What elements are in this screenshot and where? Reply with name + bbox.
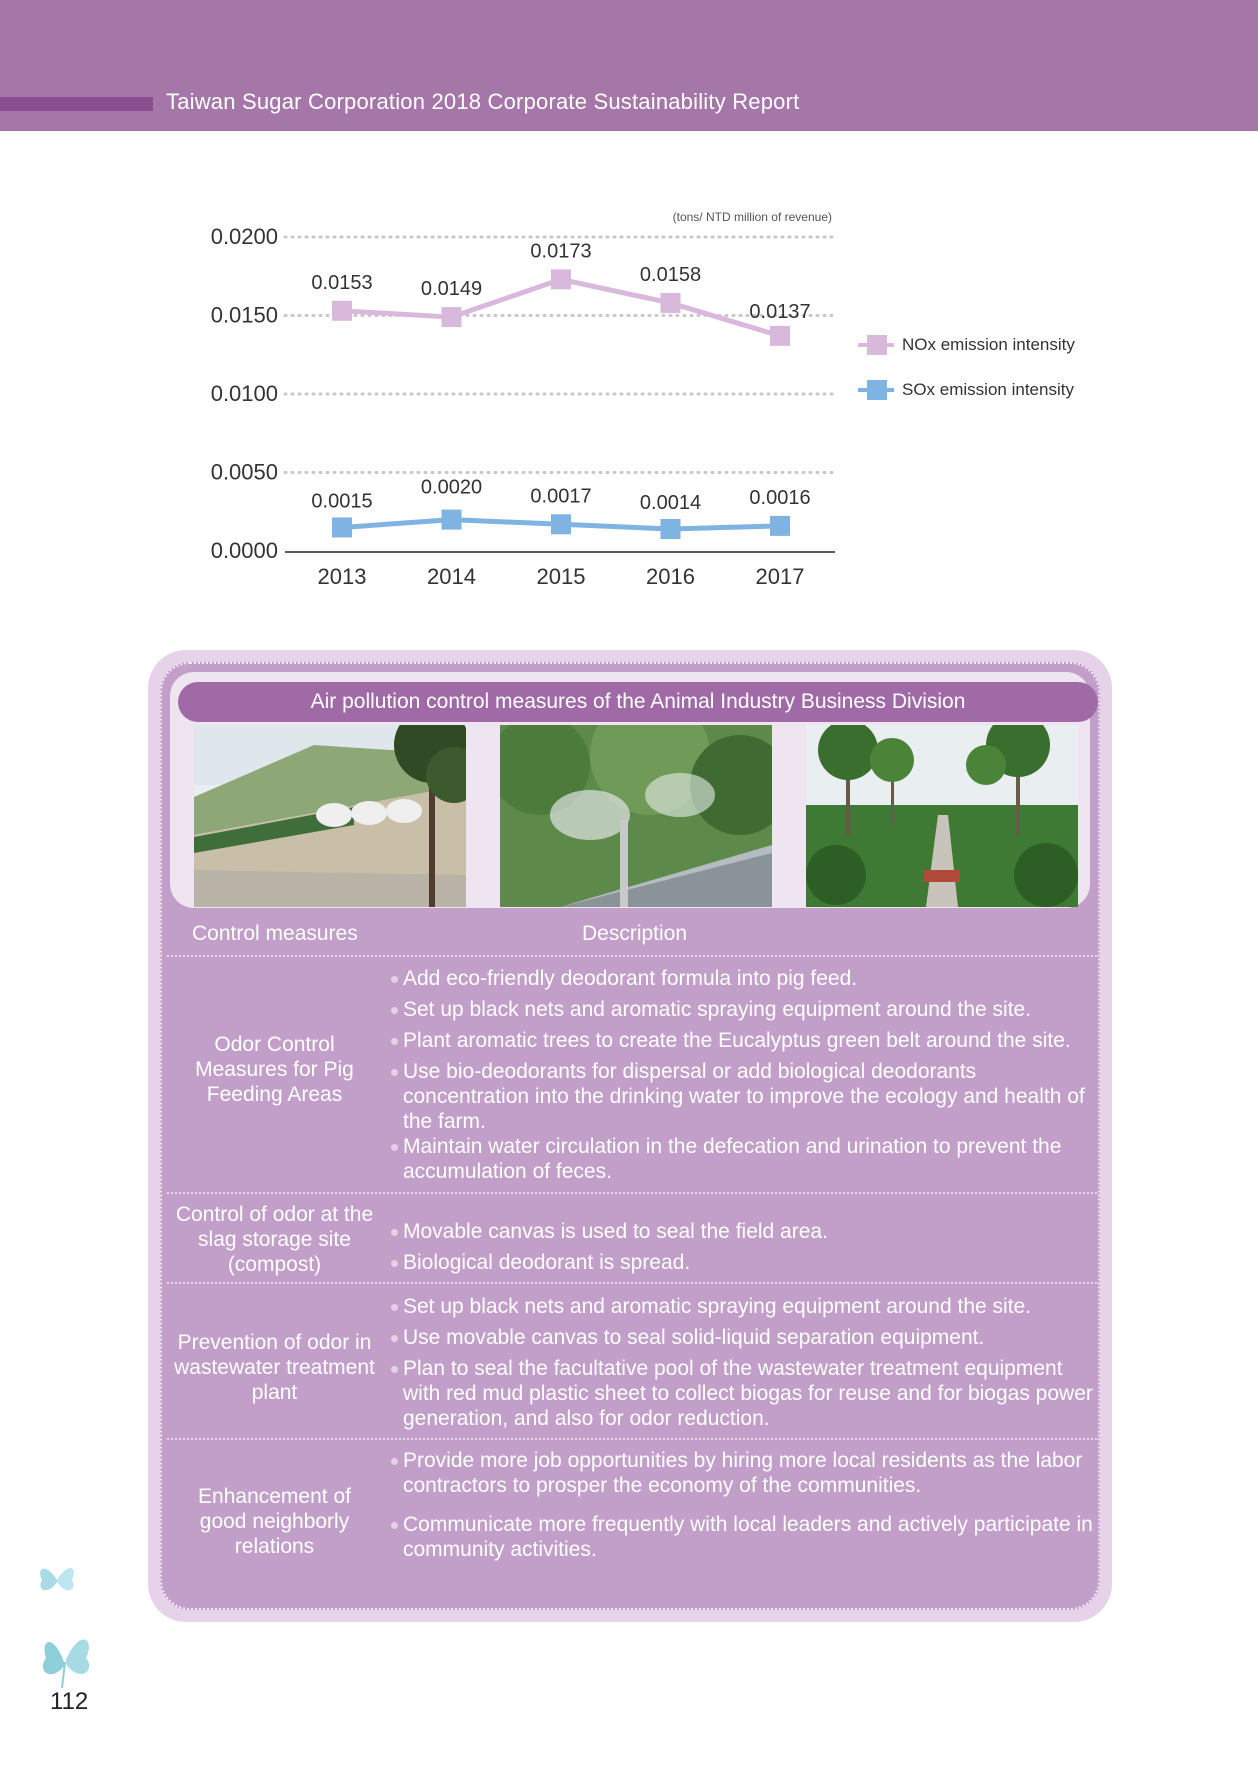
list-item: Communicate more frequently with local leaders and actively participate in community activities. (387, 1512, 1097, 1562)
photo-area (170, 672, 1090, 908)
divider (167, 955, 1097, 957)
data-point (332, 517, 352, 537)
header-accent-stripe (0, 97, 153, 111)
list-item: Maintain water circulation in the defecation and urination to prevent the accumulation of feces. (387, 1134, 1097, 1184)
data-label: 0.0153 (311, 271, 373, 294)
row-desc-pig-feeding (387, 966, 1097, 1184)
data-label: 0.0015 (311, 490, 373, 513)
list-item: Use bio-deodorants for dispersal or add biological deodorants concentration into the drinking water to improve the ecology and health of the farm. (387, 1059, 1097, 1134)
y-tick-label: 0.0200 (210, 224, 278, 249)
row-desc-neighborly (387, 1448, 1097, 1562)
legend-swatch-sox (858, 380, 894, 400)
panel-title: Air pollution control measures of the Animal Industry Business Division (178, 682, 1098, 722)
y-tick-label: 0.0050 (210, 459, 278, 485)
data-point (442, 510, 462, 530)
x-tick-label: 2017 (755, 564, 805, 589)
butterfly-icon (34, 1628, 96, 1690)
butterfly-icon (36, 1562, 78, 1598)
data-label: 0.0137 (749, 300, 811, 323)
chart-unit-note: (tons/ NTD million of revenue) (672, 210, 832, 224)
data-point (770, 516, 790, 536)
x-tick-label: 2016 (646, 564, 695, 589)
divider (167, 1192, 1097, 1194)
legend-item-nox (858, 335, 1075, 355)
list-item: Set up black nets and aromatic spraying equipment around the site. (387, 997, 1097, 1022)
pig-house-photo (194, 725, 466, 907)
list-item: Set up black nets and aromatic spraying equipment around the site. (387, 1294, 1097, 1319)
y-tick-label: 0.0000 (210, 538, 278, 563)
data-label: 0.0173 (530, 240, 592, 263)
x-tick-label: 2014 (427, 564, 476, 589)
divider (167, 1438, 1097, 1440)
panel-body (160, 662, 1100, 1610)
list-item: Use movable canvas to seal solid-liquid separation equipment. (387, 1325, 1097, 1350)
legend-label-nox: NOx emission intensity (902, 335, 1075, 354)
data-point (661, 293, 681, 313)
column-header-measures: Control measures (192, 922, 358, 945)
data-point (661, 519, 681, 539)
row-label-neighborly: Enhancement of good neighborly relations (198, 1485, 351, 1558)
air-pollution-panel (148, 650, 1112, 1622)
list-item: Plant aromatic trees to create the Eucalyptus green belt around the site. (387, 1028, 1097, 1053)
list-item: Provide more job opportunities by hiring more local residents as the labor contractors to prosper the economy of the communities. (387, 1448, 1097, 1498)
green-belt-photo (806, 725, 1078, 907)
data-label: 0.0014 (639, 492, 702, 515)
data-point (770, 326, 790, 346)
data-label: 0.0149 (420, 278, 483, 301)
legend-label-sox: SOx emission intensity (902, 380, 1074, 399)
emission-intensity-chart (0, 195, 1258, 615)
data-point (551, 269, 571, 289)
row-label-wastewater: Prevention of odor in wastewater treatment plant (174, 1331, 375, 1404)
row-desc-wastewater (387, 1294, 1097, 1431)
page-number: 112 (50, 1688, 89, 1715)
column-header-description: Description (582, 922, 688, 945)
y-tick-label: 0.0100 (210, 381, 278, 406)
spray-net-photo (500, 725, 772, 907)
divider (167, 1282, 1097, 1284)
list-item: Add eco-friendly deodorant formula into pig feed. (387, 966, 1097, 991)
list-item: Biological deodorant is spread. (387, 1250, 1097, 1275)
legend-swatch-nox (858, 335, 894, 355)
data-point (551, 514, 571, 534)
data-label: 0.0016 (749, 486, 811, 509)
legend-item-sox (858, 380, 1074, 400)
data-label: 0.0158 (639, 263, 702, 286)
data-label: 0.0020 (420, 476, 483, 499)
x-tick-label: 2013 (317, 564, 367, 589)
list-item: Movable canvas is used to seal the field area. (387, 1219, 1097, 1244)
data-label: 0.0017 (530, 485, 592, 508)
data-point (442, 307, 462, 327)
y-tick-label: 0.0150 (210, 302, 278, 328)
row-desc-slag-storage (387, 1219, 1097, 1275)
row-label-slag-storage: Control of odor at the slag storage site (compost) (175, 1203, 374, 1276)
row-label-pig-feeding: Odor Control Measures for Pig Feeding Areas (195, 1033, 354, 1106)
data-point (332, 301, 352, 321)
x-tick-label: 2015 (536, 564, 586, 589)
report-title: Taiwan Sugar Corporation 2018 Corporate Sustainability Report (166, 89, 800, 114)
report-header (0, 0, 1258, 131)
list-item: Plan to seal the facultative pool of the wastewater treatment equipment with red mud plastic sheet to collect biogas for reuse and for biogas power generation, and also for odor reduction. (387, 1356, 1097, 1431)
chart-canvas (0, 195, 1258, 615)
